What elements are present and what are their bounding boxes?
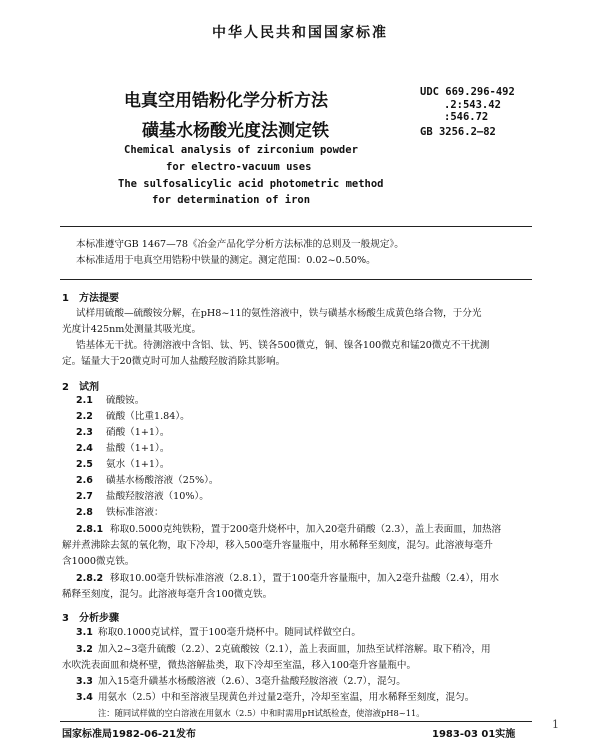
reagent-item	[76, 409, 190, 425]
footer-divider	[60, 721, 532, 722]
reagent-item	[76, 441, 169, 457]
udc-line1: UDC 669.296-492	[420, 86, 515, 98]
title-en-line4: for determination of iron	[152, 194, 311, 206]
para-2-8-1-line1	[76, 522, 501, 538]
step-3-2-line2: 水吹洗表面皿和烧杯壁，微热溶解盐类，取下冷却至室温，移入100毫升容量瓶中。	[62, 660, 417, 671]
intro-range-line: 本标准适用于电真空用锆粉中铁量的测定。测定范围：0.02~0.50%。	[76, 255, 376, 266]
header-divider	[60, 226, 532, 227]
section-1-para2-line1: 锆基体无干扰。待测溶液中含铝、钛、钙、镁各500微克，铜、镍各100微克和锰20微克不干扰测	[76, 340, 490, 351]
para-2-8-2-line1	[76, 571, 499, 587]
gb-number: GB 3256.2—82	[420, 126, 496, 138]
para-2-8-1-line3: 含1000微克铁。	[62, 556, 135, 567]
section-1-para1-line2: 光度计425nm处测量其吸光度。	[62, 324, 202, 335]
step-3-3	[76, 674, 406, 690]
step-text: 用氨水（2.5）中和至溶液呈现黄色并过量2毫升，冷却至室温，用水稀释至刻度，混匀。	[98, 692, 475, 703]
step-text: 加入2~3毫升硫酸（2.2）、2克硫酸铵（2.1），盖上表面皿，加热至试样溶解。取下稍冷，用	[98, 644, 491, 655]
reagent-item	[76, 393, 144, 409]
effective-date: 1983-03 01实施	[432, 729, 516, 740]
section-3-heading: 3 分析步骤	[62, 613, 119, 624]
step-note: 注：随同试样做的空白溶液在用氨水（2.5）中和时需用pH试纸检查，使溶液pH8~11。	[98, 708, 425, 718]
item-number: 2.3	[76, 427, 93, 438]
title-cn-line2: 磺基水杨酸光度法测定铁	[142, 121, 329, 141]
intro-divider	[60, 279, 532, 280]
reagent-item	[76, 457, 169, 473]
title-en-line1: Chemical analysis of zirconium powder	[124, 144, 358, 156]
item-text: 磺基水杨酸溶液（25%）。	[106, 475, 219, 486]
item-number: 2.4	[76, 443, 93, 454]
item-text: 硫酸铵。	[106, 395, 145, 406]
reagent-item	[76, 489, 209, 505]
para-2-8-2-line2: 稀释至刻度，混匀。此溶液每毫升含100微克铁。	[62, 589, 273, 600]
item-text: 硫酸（比重1.84）。	[106, 411, 190, 422]
item-number: 2.7	[76, 491, 93, 502]
section-1-heading: 1 方法提要	[62, 293, 119, 304]
item-text: 氨水（1+1）。	[106, 459, 170, 470]
standard-title: 中华人民共和国国家标准	[212, 25, 388, 41]
para-text: 移取10.00毫升铁标准溶液（2.8.1），置于100毫升容量瓶中，加入2毫升盐酸（2.4），用水	[110, 573, 499, 584]
step-number: 3.4	[76, 692, 93, 703]
item-number: 2.8	[76, 507, 93, 518]
intro-scope-line: 本标准遵守GB 1467—78《冶金产品化学分析方法标准的总则及一般规定》。	[76, 239, 404, 250]
step-text: 加入15毫升磺基水杨酸溶液（2.6）、3毫升盐酸羟胺溶液（2.7），混匀。	[98, 676, 406, 687]
reagent-item	[76, 425, 169, 441]
item-text: 铁标准溶液：	[106, 507, 164, 518]
section-1-para2-line2: 定。锰量大于20微克时可加人盐酸羟胺消除其影响。	[62, 356, 286, 367]
step-number: 3.2	[76, 644, 93, 655]
para-text: 称取0.5000克纯铁粉，置于200毫升烧杯中，加入20毫升硝酸（2.3），盖上表面皿，加热溶	[110, 524, 502, 535]
item-text: 硝酸（1+1）。	[106, 427, 170, 438]
title-en-line2: for electro-vacuum uses	[166, 161, 312, 173]
para-number: 2.8.2	[76, 573, 104, 584]
step-number: 3.3	[76, 676, 93, 687]
reagent-item	[76, 505, 164, 521]
step-3-4	[76, 690, 474, 706]
step-3-1	[76, 625, 361, 641]
title-cn-line1: 电真空用锆粉化学分析方法	[124, 91, 328, 111]
item-text: 盐酸（1+1）。	[106, 443, 170, 454]
udc-line3: :546.72	[444, 111, 489, 123]
title-en-line3: The sulfosalicylic acid photometric method	[118, 178, 384, 190]
reagent-item	[76, 473, 218, 489]
para-2-8-1-line2: 解并煮沸除去氮的氧化物，取下冷却，移入500毫升容量瓶中，用水稀释至刻度，混匀。此溶液每毫升	[62, 540, 493, 551]
step-3-2-line1	[76, 642, 491, 658]
issue-date: 国家标准局1982-06-21发布	[62, 729, 196, 740]
item-number: 2.6	[76, 475, 93, 486]
step-number: 3.1	[76, 627, 93, 638]
page-mark: 1	[552, 718, 559, 731]
item-number: 2.1	[76, 395, 93, 406]
section-1-para1-line1: 试样用硫酸—硫酸铵分解，在pH8~11的氨性溶液中，铁与磺基水杨酸生成黄色络合物，于分光	[76, 308, 482, 319]
item-number: 2.2	[76, 411, 93, 422]
item-text: 盐酸羟胺溶液（10%）。	[106, 491, 209, 502]
step-text: 称取0.1000克试样，置于100毫升烧杯中。随同试样做空白。	[98, 627, 361, 638]
item-number: 2.5	[76, 459, 93, 470]
para-number: 2.8.1	[76, 524, 104, 535]
section-2-heading: 2 试剂	[62, 382, 99, 393]
udc-line2: .2:543.42	[444, 99, 501, 111]
